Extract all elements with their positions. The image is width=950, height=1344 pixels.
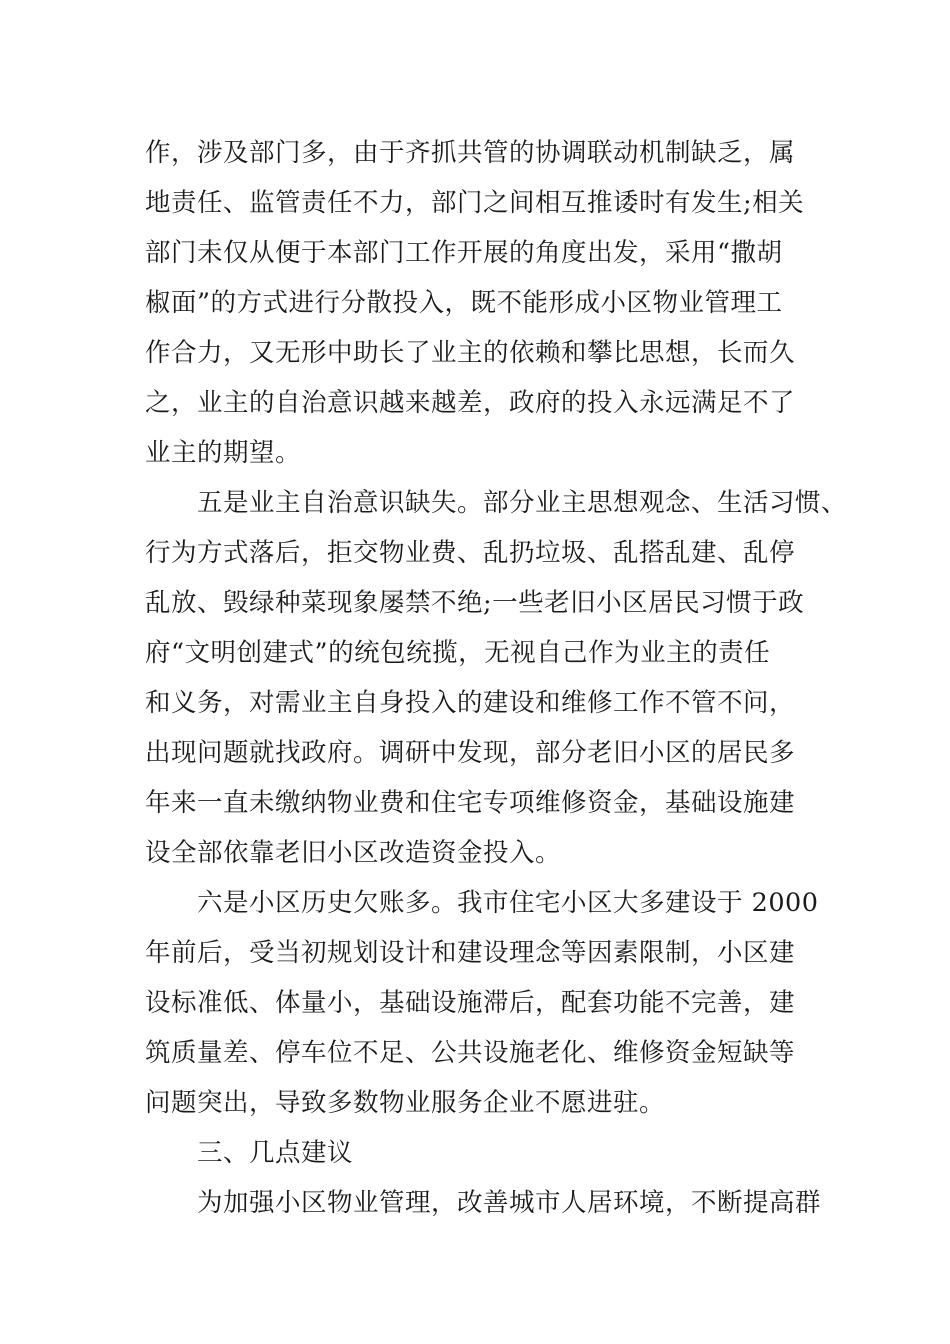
text-line: 椒面”的方式进行分散投入，既不能形成小区物业管理工 bbox=[145, 288, 783, 318]
text-line: 设标准低、体量小，基础设施滞后，配套功能不完善，建 bbox=[145, 988, 796, 1018]
text-line: 之，业主的自治意识越来越差，政府的投入永远满足不了 bbox=[145, 388, 796, 418]
text-line: 府“文明创建式”的统包统揽，无视自己作为业主的责任 bbox=[145, 638, 771, 668]
section-heading: 三、几点建议 bbox=[145, 1138, 354, 1168]
text-line: 六是小区历史欠账多。我市住宅小区大多建设于 2000 bbox=[145, 888, 819, 918]
text-line: 乱放、毁绿种菜现象屡禁不绝;一些老旧小区居民习惯于政 bbox=[145, 588, 805, 618]
text-line: 筑质量差、停车位不足、公共设施老化、维修资金短缺等 bbox=[145, 1038, 796, 1068]
text-line: 年前后，受当初规划设计和建设理念等因素限制，小区建 bbox=[145, 938, 796, 968]
text-line: 和义务，对需业主自身投入的建设和维修工作不管不问， bbox=[145, 688, 796, 718]
text-line: 为加强小区物业管理，改善城市人居环境，不断提高群 bbox=[145, 1188, 822, 1218]
document-body bbox=[145, 128, 848, 1228]
text-line: 行为方式落后，拒交物业费、乱扔垃圾、乱搭乱建、乱停 bbox=[145, 538, 796, 568]
text-line: 五是业主自治意识缺失。部分业主思想观念、生活习惯、 bbox=[145, 488, 848, 518]
text-line: 地责任、监管责任不力，部门之间相互推诿时有发生;相关 bbox=[145, 188, 805, 218]
text-line: 作合力，又无形中助长了业主的依赖和攀比思想，长而久 bbox=[145, 338, 796, 368]
text-line: 问题突出，导致多数物业服务企业不愿进驻。 bbox=[145, 1088, 666, 1118]
text-line: 作，涉及部门多，由于齐抓共管的协调联动机制缺乏，属 bbox=[145, 138, 796, 168]
text-line: 部门未仅从便于本部门工作开展的角度出发，采用“撒胡 bbox=[145, 238, 783, 268]
text-line: 设全部依靠老旧小区改造资金投入。 bbox=[145, 838, 562, 868]
text-line: 业主的期望。 bbox=[145, 438, 302, 468]
text-line: 年来一直未缴纳物业费和住宅专项维修资金，基础设施建 bbox=[145, 788, 796, 818]
text-line: 出现问题就找政府。调研中发现，部分老旧小区的居民多 bbox=[145, 738, 796, 768]
